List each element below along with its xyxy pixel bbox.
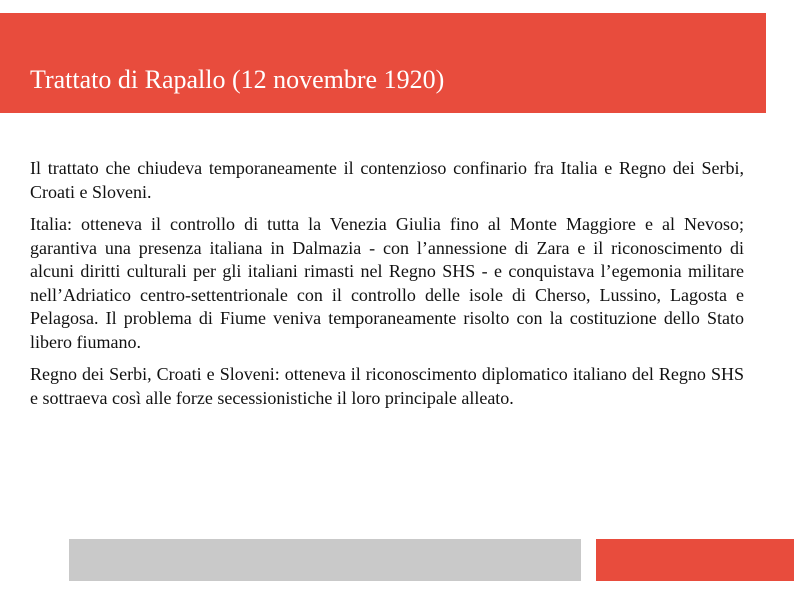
paragraph-intro: Il trattato che chiudeva temporaneamente il contenzioso confinario fra Italia e Regno dei Serbi, Croati e Sloveni. bbox=[30, 158, 744, 202]
paragraph-italia: Italia: otteneva il controllo di tutta la Venezia Giulia fino al Monte Maggiore e al Nevoso; garantiva una presenza italiana in Dalmazia - con l’annessione di Zara e il riconoscimento di alcuni diritti culturali per gli italiani rimasti nel Regno SHS - e conquistava l’egemonia militare nell’Adriatico centro-settentrionale con il controllo delle isole di Cherso, Lussino, Lagosta e Pelagosa. Il problema di Fiume veniva temporaneamente risolto con la costituzione dello Stato libero fiumano. bbox=[30, 214, 744, 352]
paragraph-regno-shs: Regno dei Serbi, Croati e Sloveni: otteneva il riconoscimento diplomatico italiano del Regno SHS e sottraeva così alle forze secessionistiche il loro principale alleato. bbox=[30, 364, 744, 408]
footer-red-bar bbox=[596, 539, 794, 581]
slide-body bbox=[30, 157, 744, 419]
footer-gray-bar bbox=[69, 539, 581, 581]
slide-title: Trattato di Rapallo (12 novembre 1920) bbox=[30, 65, 445, 94]
